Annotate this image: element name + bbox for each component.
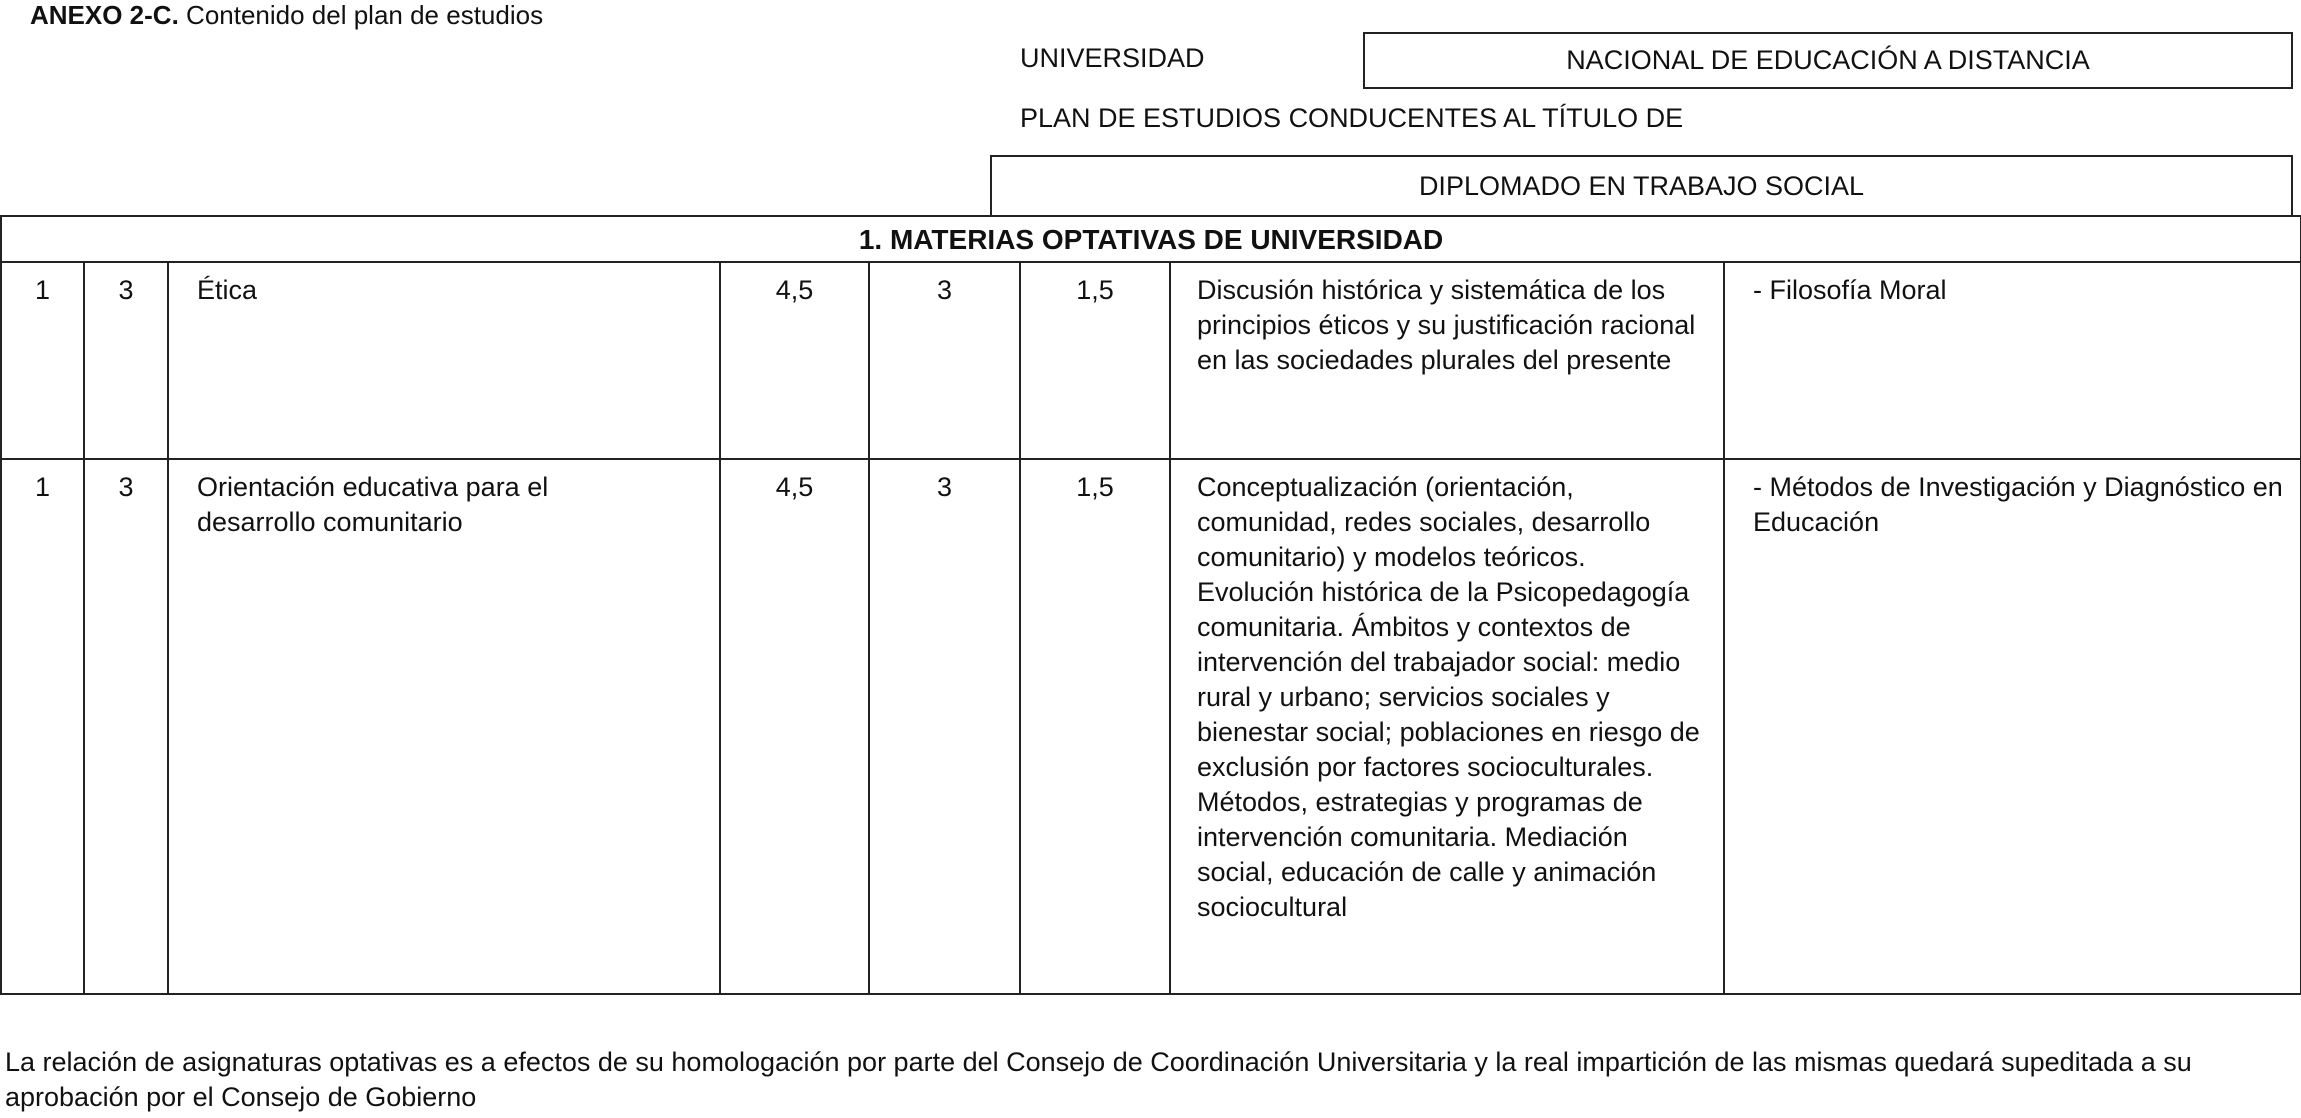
cell-theory-credits: 3 — [869, 459, 1020, 994]
cell-knowledge-areas: - Filosofía Moral — [1724, 262, 2301, 459]
cell-subject: Orientación educativa para el desarrollo comunitario — [168, 459, 720, 994]
annex-heading — [30, 0, 543, 31]
table-row — [1, 262, 2301, 459]
cell-total-credits: 4,5 — [720, 262, 869, 459]
table-row — [1, 459, 2301, 994]
annex-heading-bold: ANEXO 2-C. — [30, 0, 179, 30]
cell-subject: Ética — [168, 262, 720, 459]
annex-heading-text: Contenido del plan de estudios — [178, 0, 544, 30]
university-value-box — [1363, 32, 2293, 89]
section-title: 1. MATERIAS OPTATIVAS DE UNIVERSIDAD — [1, 216, 2301, 262]
plan-label: PLAN DE ESTUDIOS CONDUCENTES AL TÍTULO DE — [1020, 103, 1684, 133]
cell-theory-credits: 3 — [869, 262, 1020, 459]
university-label: UNIVERSIDAD — [1020, 43, 1205, 73]
university-value: NACIONAL DE EDUCACIÓN A DISTANCIA — [1566, 45, 2090, 75]
subjects-table — [0, 215, 2301, 995]
cell-description: Conceptualización (orientación, comunidad, redes sociales, desarrollo comunitario) y modelos teóricos. Evolución histórica de la Psicopedagogía comunitaria. Ámbitos y contextos de intervención del trabajador social: medio rural y urbano; servicios sociales y bienestar social; poblaciones en riesgo de exclusión por factores socioculturales. Métodos, estrategias y programas de intervención comunitaria. Mediación social, educación de calle y animación sociocultural — [1170, 459, 1724, 994]
cell-knowledge-areas: - Métodos de Investigación y Diagnóstico en Educación — [1724, 459, 2301, 994]
degree-value-box — [990, 155, 2293, 215]
cell-c2: 3 — [84, 262, 168, 459]
section-header-row — [1, 216, 2301, 262]
cell-description: Discusión histórica y sistemática de los principios éticos y su justificación racional en las sociedades plurales del presente — [1170, 262, 1724, 459]
cell-practice-credits: 1,5 — [1020, 459, 1170, 994]
cell-practice-credits: 1,5 — [1020, 262, 1170, 459]
cell-c2: 3 — [84, 459, 168, 994]
footer-note: La relación de asignaturas optativas es a efectos de su homologación por parte del Consejo de Coordinación Universitaria y la real impartición de las mismas quedará supeditada a su aprobación por el Consejo de Gobierno — [5, 1047, 2192, 1112]
cell-total-credits: 4,5 — [720, 459, 869, 994]
cell-c1: 1 — [1, 262, 84, 459]
cell-c1: 1 — [1, 459, 84, 994]
degree-value: DIPLOMADO EN TRABAJO SOCIAL — [1418, 170, 1865, 201]
